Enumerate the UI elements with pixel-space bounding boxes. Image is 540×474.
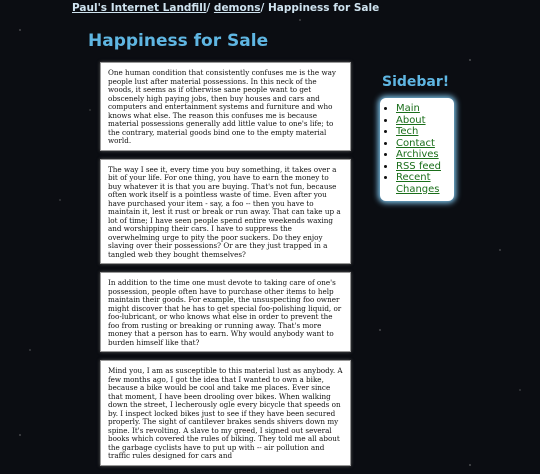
breadcrumb-separator: / bbox=[260, 2, 268, 14]
article-paragraph: One human condition that consistently confuses me is the way people lust after material possessions. In this neck of the woods, it seems as if otherwise sane people want to get obscenely high paying jobs, then buy houses and cars and computers and entertainment systems and furniture and who knows what else. The reason this confuses me is because material possessions generally add little value to one's life; to the contrary, material goods bind one to the empty material world. bbox=[100, 62, 351, 151]
sidebar-item-recent-changes bbox=[396, 172, 454, 195]
sidebar-link-recent-changes[interactable]: Recent Changes bbox=[396, 172, 440, 195]
breadcrumb-home-link[interactable]: Paul's Internet Landfill bbox=[72, 2, 207, 14]
article-content bbox=[100, 62, 351, 474]
article-paragraph: Mind you, I am as susceptible to this material lust as anybody. A few months ago, I got the idea that I wanted to own a bike, because a bike would be cool and take me places. Ever since that moment, I have been drooling over bikes. When walking down the street, I lecherously ogle every bicycle that speeds on by. I inspect locked bikes just to see if they have been secured properly. The sight of cantilever brakes sends shivers down my spine. It's revolting. A slave to my greed, I signed out several books which covered the rules of biking. They told me all about the garbage cyclists have to put up with -- air pollution and traffic rules designed for cars and bbox=[100, 360, 351, 466]
sidebar-link-rss-feed[interactable]: RSS feed bbox=[396, 160, 441, 172]
sidebar-item-rss-feed bbox=[396, 161, 454, 173]
sidebar-link-archives[interactable]: Archives bbox=[396, 149, 439, 160]
sidebar-link-main[interactable]: Main bbox=[396, 103, 420, 114]
sidebar-link-contact[interactable]: Contact bbox=[396, 137, 435, 149]
sidebar-item-contact bbox=[396, 138, 454, 150]
breadcrumb-current: Happiness for Sale bbox=[267, 2, 380, 14]
sidebar-link-list bbox=[380, 103, 454, 195]
breadcrumb bbox=[72, 2, 379, 14]
breadcrumb-section-link[interactable]: demons bbox=[213, 2, 261, 14]
page-title: Happiness for Sale bbox=[88, 31, 269, 51]
article-paragraph: In addition to the time one must devote to taking care of one's possession, people often have to purchase other items to help maintain their goods. For example, the unsuspecting foo owner might discover that he has to get special foo-polishing liquid, or foo-lubricant, or who knows what else in order to prevent the foo from rusting or breaking or running away. That's more money that a person has to earn. Why would anybody want to burden himself like that? bbox=[100, 272, 351, 352]
sidebar-item-main bbox=[396, 103, 454, 115]
breadcrumb-separator: / bbox=[206, 2, 214, 14]
sidebar-link-about[interactable]: About bbox=[396, 114, 426, 126]
sidebar-item-about bbox=[396, 115, 454, 127]
article-paragraph: The way I see it, every time you buy something, it takes over a bit of your life. For one thing, you have to earn the money to buy whatever it is that you are buying. That's not fun, because often work itself is a pointless waste of time. Even after you have purchased your item - say, a foo -- then you have to maintain it, lest it rust or break or run away. That can take up a lot of time; I have seen people spend entire weekends waxing and worshipping their cars. I have to suppress the overwhelming urge to pity the poor suckers. Do they enjoy slaving over their possessions? Or are they just trapped in a tangled web they bought themselves? bbox=[100, 159, 351, 265]
sidebar-item-archives bbox=[396, 149, 454, 161]
sidebar-title: Sidebar! bbox=[382, 74, 450, 90]
sidebar-link-tech[interactable]: Tech bbox=[396, 126, 419, 137]
sidebar bbox=[380, 98, 454, 201]
sidebar-item-tech bbox=[396, 126, 454, 138]
